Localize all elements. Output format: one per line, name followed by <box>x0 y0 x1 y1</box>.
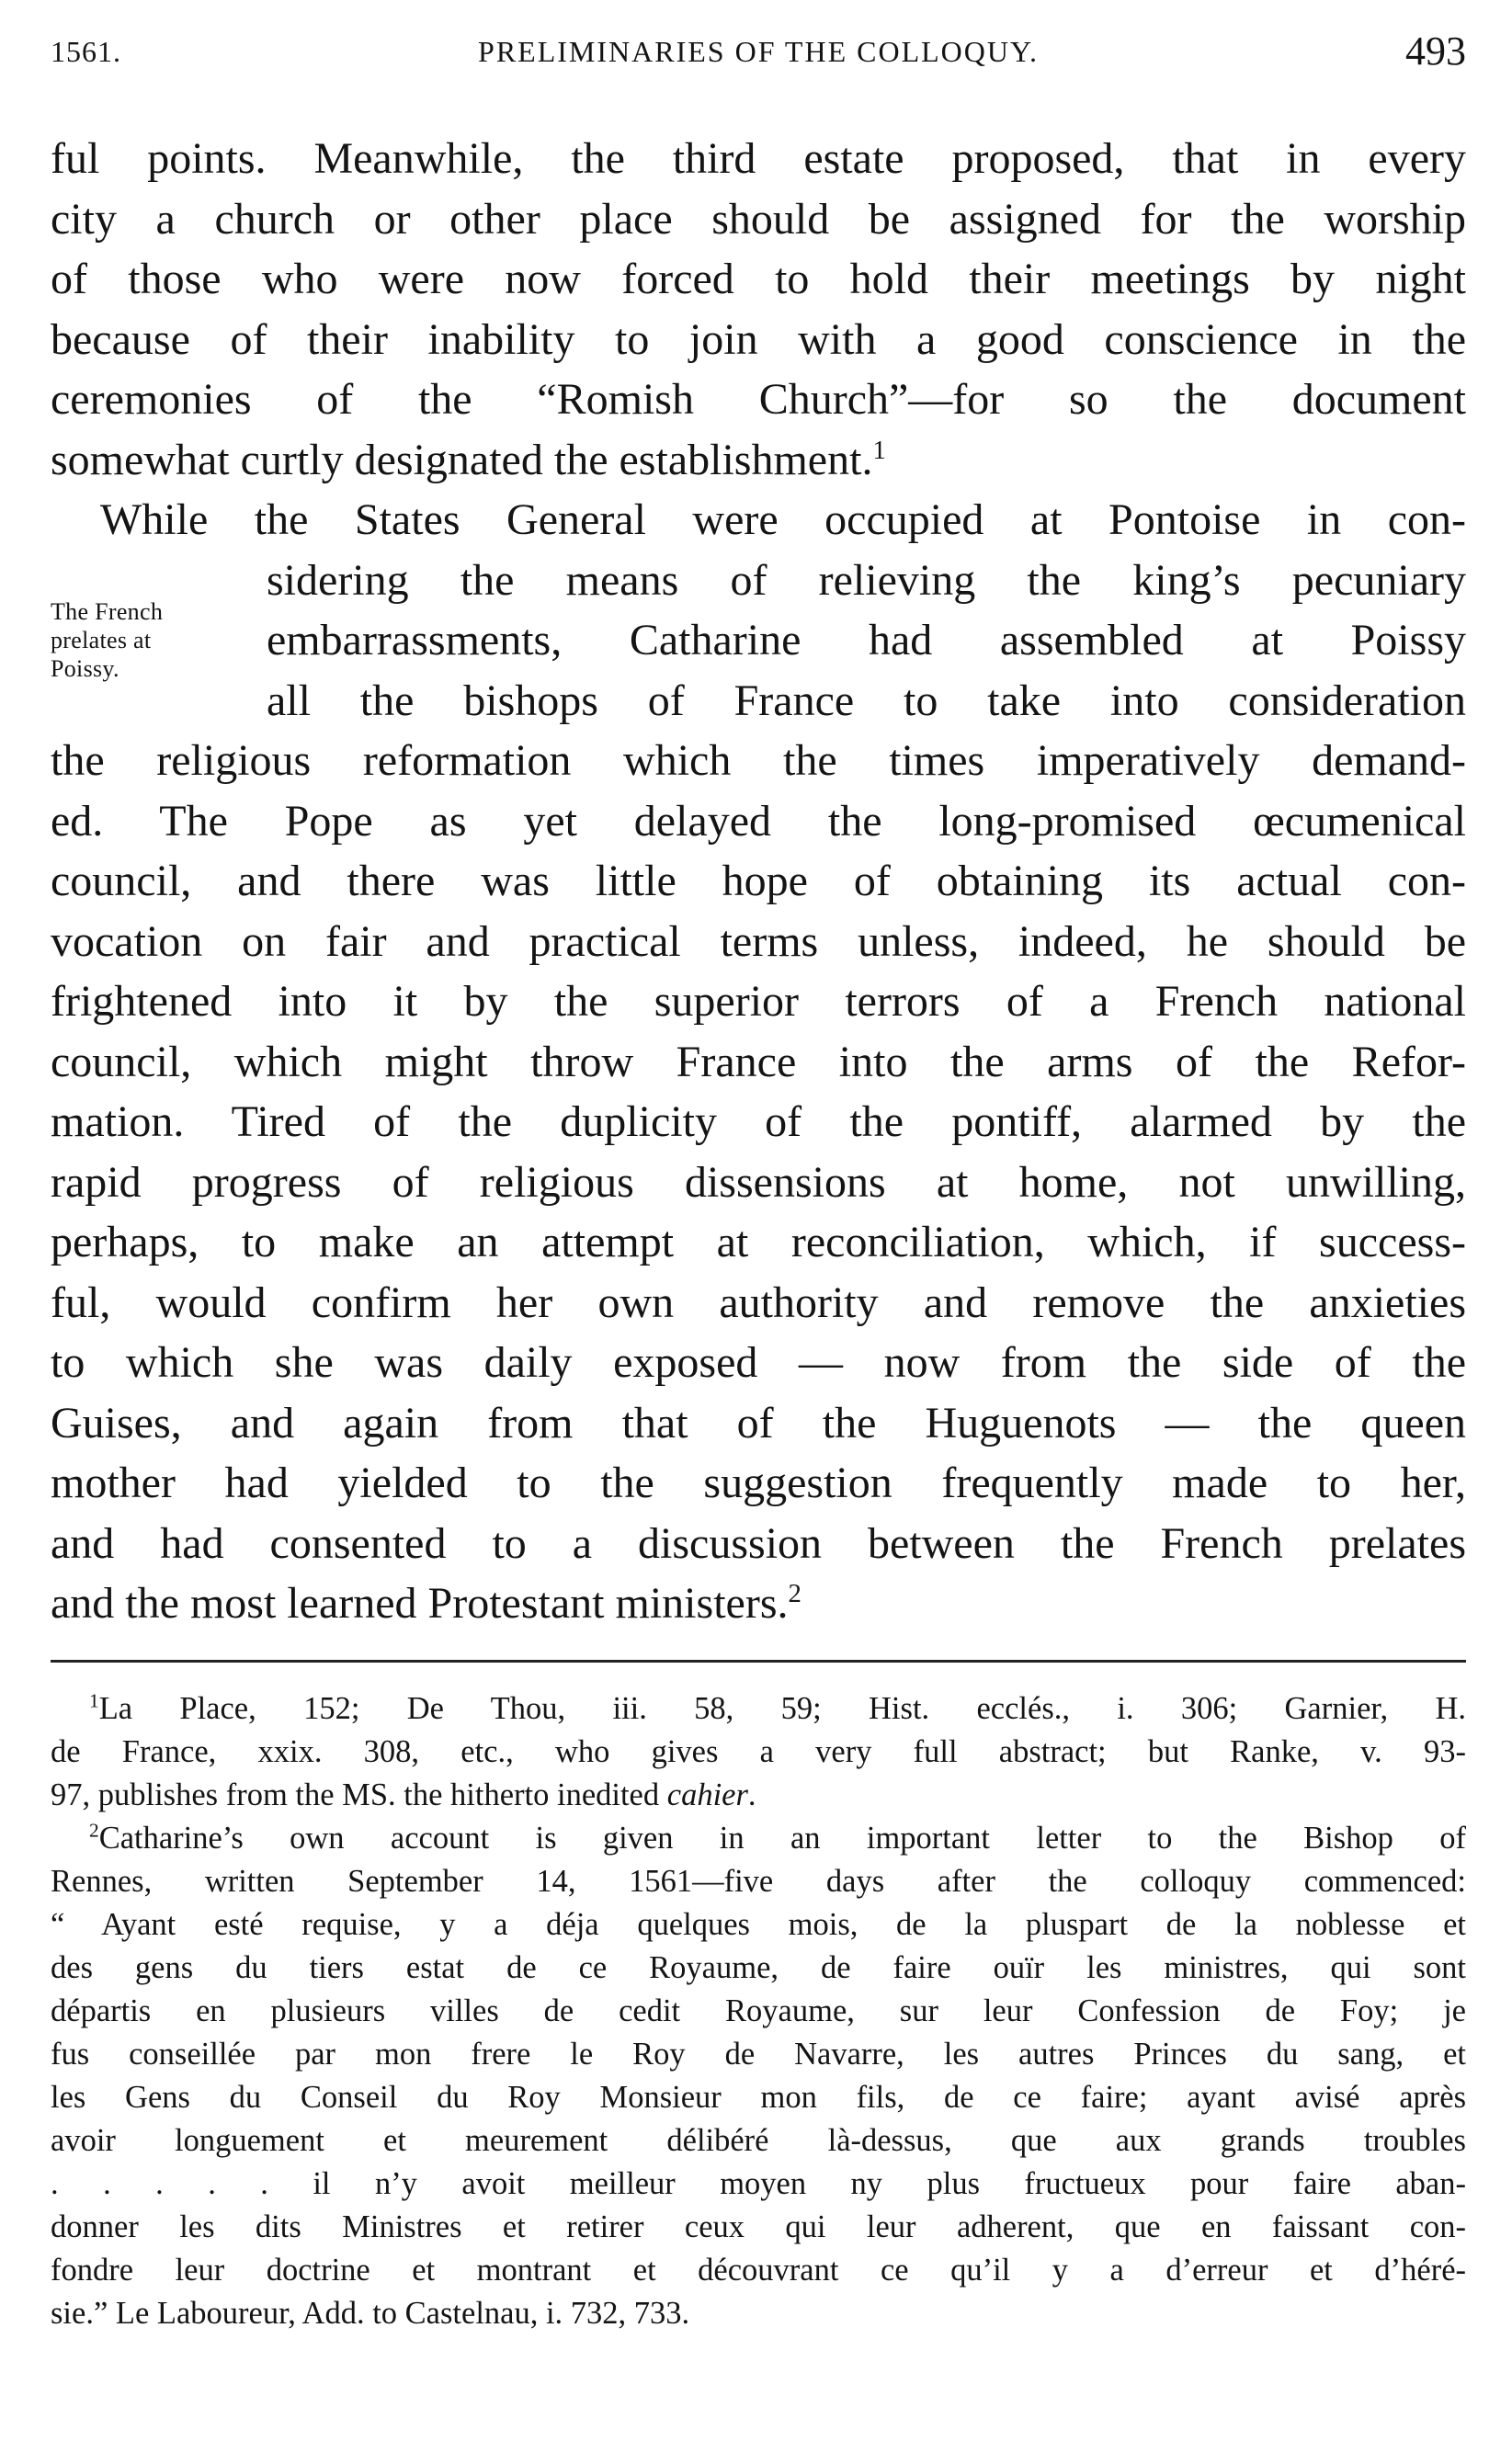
footnote-text: 97, publishes from the MS. the hitherto inedited <box>51 1777 667 1812</box>
footnote-line: “ Ayant esté requise, y a déja quelques mois, de la pluspart de la noblesse et <box>51 1907 1466 1942</box>
text-line: ful points. Meanwhile, the third estate proposed, that in every <box>51 134 1466 183</box>
footnote-rule <box>51 1660 1466 1663</box>
text-line: vocation on fair and practical terms unless, indeed, he should be <box>51 916 1466 966</box>
text-line <box>51 1573 1466 1634</box>
text-line: to which she was daily exposed — now from the side of the <box>51 1338 1466 1387</box>
footnote-line: avoir longuement et meurement délibéré là-dessus, que aux grands troubles <box>51 2123 1466 2158</box>
text-line: embarrassments, Catharine had assembled at Poissy <box>267 616 1466 664</box>
text-line: ceremonies of the “Romish Church”—for so the document <box>51 375 1466 424</box>
footnote-line: Rennes, written September 14, 1561—five days after the colloquy commenced: <box>51 1864 1466 1899</box>
text-line: the religious reformation which the times imperatively demand- <box>51 736 1466 785</box>
footnote-line: départis en plusieurs villes de cedit Royaume, sur leur Confession de Foy; je <box>51 1993 1466 2028</box>
running-title: PRELIMINARIES OF THE COLLOQUY. <box>478 35 1039 68</box>
margin-note-line: Poissy. <box>51 655 119 682</box>
footnote-text: . <box>747 1777 756 1812</box>
footnote-italic: cahier <box>666 1777 748 1812</box>
text-line: frightened into it by the superior terrors of a French national <box>51 977 1466 1026</box>
footnote-line: fondre leur doctrine et montrant et découvrant ce qu’il y a d’erreur et d’héré- <box>51 2253 1466 2288</box>
footnote-line <box>51 1774 1466 1817</box>
page-number: 493 <box>1405 28 1466 74</box>
footnote-ref: 2 <box>788 1579 801 1608</box>
text-line: While the States General were occupied at Pontoise in con- <box>100 495 1466 544</box>
header-year: 1561. <box>51 35 121 68</box>
text-line: because of their inability to join with a good conscience in the <box>51 314 1466 364</box>
text-line: Guises, and again from that of the Huguenots — the queen <box>51 1398 1466 1448</box>
running-header <box>51 28 1466 83</box>
footnote-mark: 2 <box>89 1819 99 1842</box>
footnote-line: des gens du tiers estat de ce Royaume, de faire ouïr les ministres, qui sont <box>51 1950 1466 1985</box>
text-line <box>51 430 1466 491</box>
main-text <box>51 129 1466 1634</box>
text-line-content: and the most learned Protestant ministers. <box>51 1579 789 1628</box>
text-line: perhaps, to make an attempt at reconciliation, which, if success- <box>51 1218 1466 1266</box>
footnote-line <box>51 1817 1466 1860</box>
footnote-line: donner les dits Ministres et retirer ceux qui leur adherent, que en faissant con- <box>51 2209 1466 2244</box>
text-line: council, and there was little hope of obtaining its actual con- <box>51 857 1466 905</box>
text-line: sidering the means of relieving the king’s pecuniary <box>267 555 1466 605</box>
text-line: rapid progress of religious dissensions at home, not unwilling, <box>51 1157 1466 1207</box>
text-line: ful, would confirm her own authority and remove the anxieties <box>51 1277 1466 1327</box>
footnote-text: Catharine’s own account is given in an important letter to the Bishop of <box>98 1821 1466 1856</box>
footnote-text: La Place, 152; De Thou, iii. 58, 59; Hist. ecclés., i. 306; Garnier, H. <box>98 1691 1466 1726</box>
text-line: mation. Tired of the duplicity of the pontiff, alarmed by the <box>51 1097 1466 1146</box>
text-line: ed. The Pope as yet delayed the long-promised œcumenical <box>51 796 1466 846</box>
margin-note-line: The French <box>51 598 164 625</box>
text-line: mother had yielded to the suggestion frequently made to her, <box>51 1459 1466 1507</box>
text-line: city a church or other place should be assigned for the worship <box>51 194 1466 244</box>
footnote-mark: 1 <box>89 1689 99 1712</box>
footnote-ref: 1 <box>872 435 886 465</box>
footnote-line: sie.” Le Laboureur, Add. to Castelnau, i. 732, 733. <box>51 2296 690 2331</box>
margin-note-line: prelates at <box>51 627 152 653</box>
text-line: all the bishops of France to take into consideration <box>267 676 1466 725</box>
footnotes <box>51 1687 1466 2335</box>
footnote-line: de France, xxix. 308, etc., who gives a very full abstract; but Ranke, v. 93- <box>51 1734 1466 1769</box>
footnote-line: les Gens du Conseil du Roy Monsieur mon fils, de ce faire; ayant avisé après <box>51 2080 1466 2115</box>
footnote-line <box>51 1687 1466 1731</box>
footnote-line: fus conseillée par mon frere le Roy de Navarre, les autres Princes du sang, et <box>51 2037 1466 2072</box>
text-line-content: somewhat curtly designated the establishment. <box>51 435 873 484</box>
text-line: and had consented to a discussion between the French prelates <box>51 1518 1466 1568</box>
text-line: council, which might throw France into the arms of the Refor- <box>51 1037 1466 1086</box>
text-line: of those who were now forced to hold their meetings by night <box>51 255 1466 303</box>
footnote-line: . . . . . il n’y avoit meilleur moyen ny plus fructueux pour faire aban- <box>51 2166 1466 2201</box>
